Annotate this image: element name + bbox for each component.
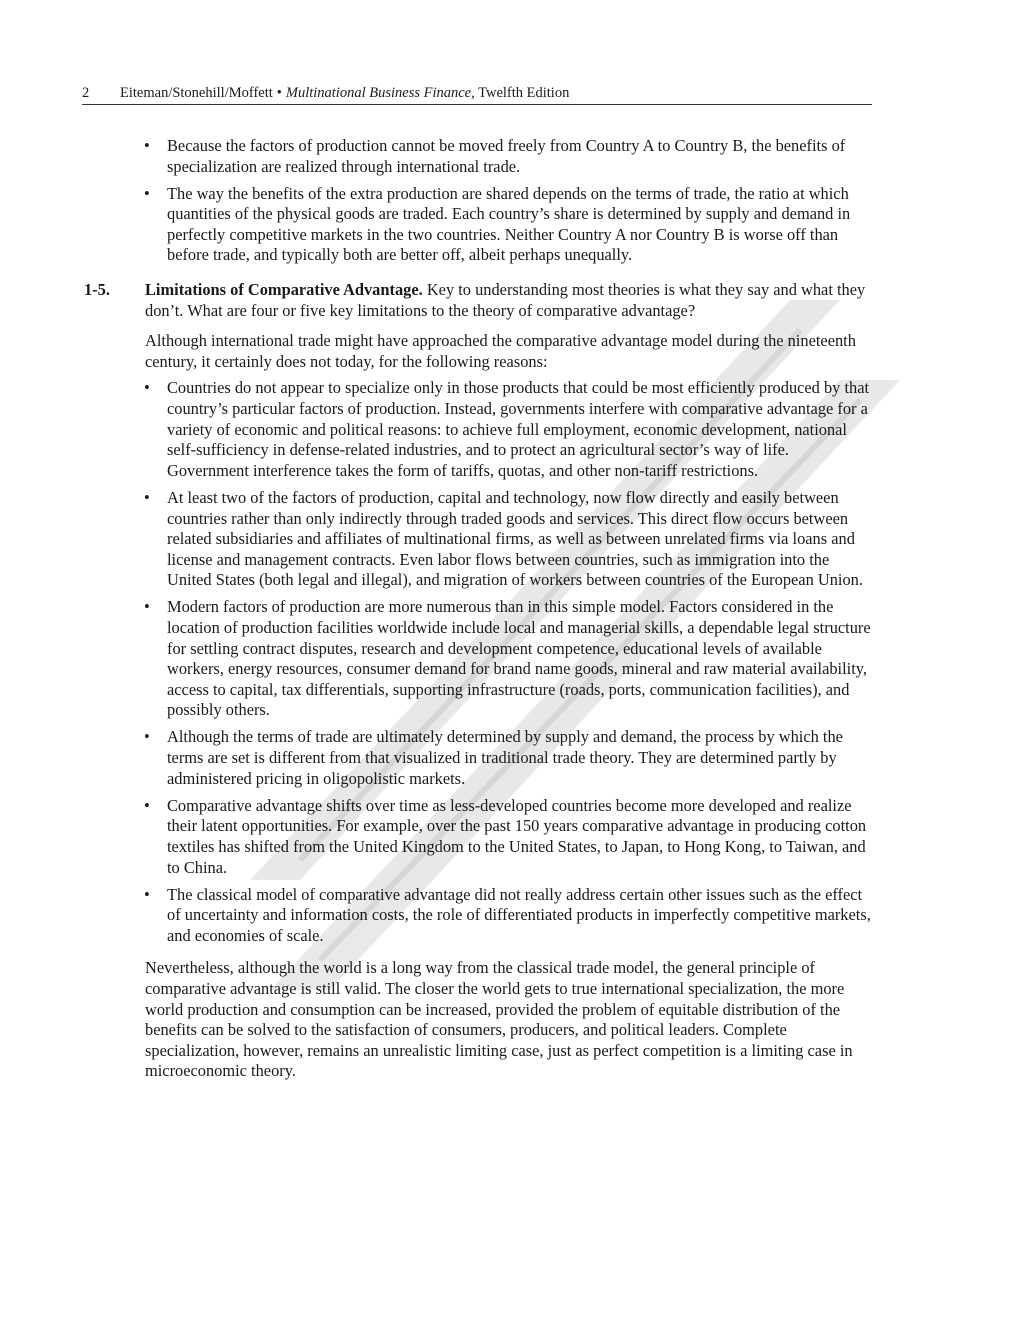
question-title: Limitations of Comparative Advantage. [145,280,423,300]
list-item: • Modern factors of production are more numerous than in this simple model. Factors considered in the location of production facilities worldwide include local and managerial skills, a dependable legal structure for settling contract disputes, research and development competence, educational levels of available workers, energy resources, consumer demand for brand name goods, mineral and raw material availability, access to capital, tax differentials, supporting infrastructure (roads, ports, communication facilities), and possibly others. [167,597,872,721]
header-separator: • [276,85,282,101]
list-item: • Comparative advantage shifts over time as less-developed countries become more developed and realize their latent opportunities. For example, over the past 150 years comparative advantage in producing cotton textiles has shifted from the United Kingdom to the United States, to Japan, to Hong Kong, to Taiwan, and to China. [167,796,872,878]
running-head [82,84,872,105]
list-item: • The way the benefits of the extra production are shared depends on the terms of trade, the ratio at which quantities of the physical goods are traded. Each country’s share is determined by supply and demand in perfectly competitive markets in the two countries. Neither Country A nor Country B is worse off than before trade, and typically both are better off, albeit perhaps unequally. [167,184,872,266]
list-item: • At least two of the factors of production, capital and technology, now flow directly and easily between countries rather than only indirectly through traded goods and services. This direct flow occurs between related subsidiaries and affiliates of multinational firms, as well as between unrelated firms via loans and license and management contracts. Even labor flows between countries, such as immigration into the United States (both legal and illegal), and migration of workers between countries of the European Union. [167,488,872,591]
question-text: Key to understanding most theories is what they say and what they don’t. What are four or five key limitations to the theory of comparative advantage? [145,280,866,320]
conclusion-paragraph: Nevertheless, although the world is a long way from the classical trade model, the general principle of comparative advantage is still valid. The closer the world gets to true international specialization, the more world production and consumption can be increased, provided the problem of equitable distribution of the benefits can be solved to the satisfaction of consumers, producers, and political leaders. Complete specialization, however, remains an unrealistic limiting case, just as perfect competition is a limiting case in microeconomic theory. [145,958,853,1081]
page-body [0,136,1020,1088]
header-authors: Eiteman/Stonehill/Moffett [120,85,273,101]
header-edition: Twelfth Edition [478,85,570,101]
question-number: 1-5. [84,280,110,300]
intro-bullet-list [0,136,872,266]
header-book-title: Multinational Business Finance, [285,85,475,101]
question-block [0,280,872,321]
list-item: • The classical model of comparative advantage did not really address certain other issues such as the effect of uncertainty and information costs, the role of differentiated products in imperfectly competitive markets, and economies of scale. [167,885,872,947]
list-item: • Because the factors of production cannot be moved freely from Country A to Country B, the benefits of specialization are realized through international trade. [167,136,872,177]
answer-intro-paragraph: Although international trade might have approached the comparative advantage model during the nineteenth century, it certainly does not today, for the following reasons: [145,331,856,371]
page-number: 2 [82,85,90,101]
answer-bullet-list [0,378,872,946]
list-item: • Although the terms of trade are ultimately determined by supply and demand, the process by which the terms are set is different from that visualized in traditional trade theory. They are determined partly by administered pricing in oligopolistic markets. [167,727,872,789]
list-item: • Countries do not appear to specialize only in those products that could be most efficiently produced by that country’s particular factors of production. Instead, governments interfere with comparative advantage for a variety of economic and political reasons: to achieve full employment, economic development, national self-sufficiency in defense-related industries, and to protect an agricultural sector’s way of life. Government interference takes the form of tariffs, quotas, and other non-tariff restrictions. [167,378,872,481]
